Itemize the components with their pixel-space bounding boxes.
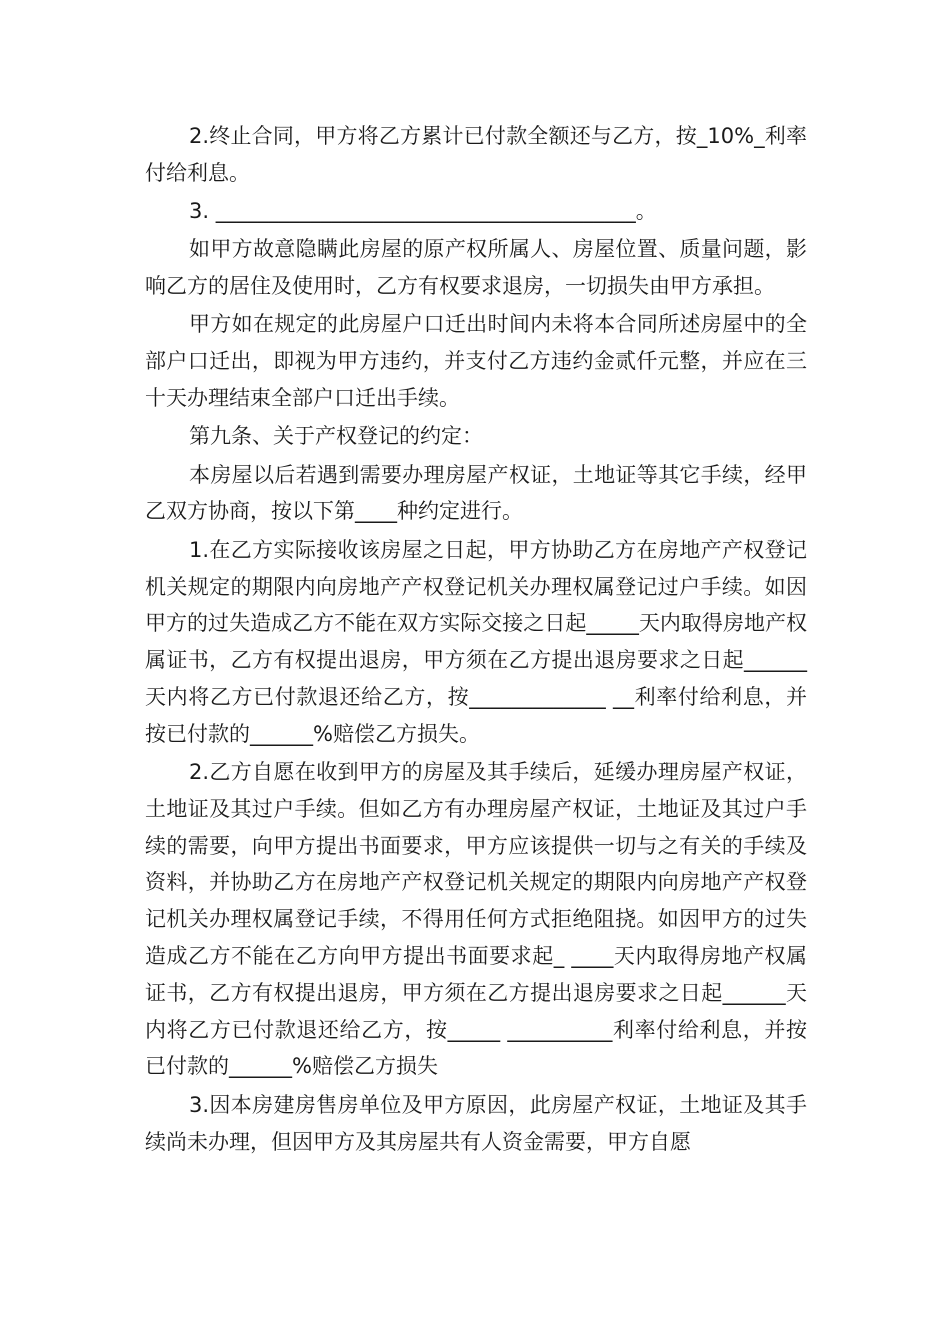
paragraph-option-3: 3.因本房建房售房单位及甲方原因，此房屋产权证，土地证及其手续尚未办理，但因甲方及其房屋共有人资金需要，甲方自愿 — [145, 1092, 807, 1154]
paragraph-property-certificate: 本房屋以后若遇到需要办理房屋产权证，土地证等其它手续，经甲乙双方协商，按以下第____种约定进行。 — [145, 462, 807, 524]
paragraph-item-3-blank: 3. ________________________________________。 — [189, 199, 657, 224]
paragraph-option-1: 1.在乙方实际接收该房屋之日起，甲方协助乙方在房地产产权登记机关规定的期限内向房地产产权登记机关办理权属登记过户手续。如因甲方的过失造成乙方不能在双方实际交接之日起_____天内取得房地产权属证书，乙方有权提出退房，甲方须在乙方提出退房要求之日起______天内将乙方已付款退还给乙方，按_____________ __利率付给利息，并按已付款的______%赔偿乙方损失。 — [145, 537, 807, 746]
document-page — [145, 118, 807, 1160]
paragraph-household-registration: 甲方如在规定的此房屋户口迁出时间内未将本合同所述房屋中的全部户口迁出，即视为甲方违约，并支付乙方违约金贰仟元整，并应在三十天办理结束全部户口迁出手续。 — [145, 312, 807, 411]
section-heading-article-9: 第九条、关于产权登记的约定： — [189, 424, 483, 449]
paragraph-terminate-contract: 2.终止合同，甲方将乙方累计已付款全额还与乙方，按_10%_利率付给利息。 — [145, 124, 807, 185]
paragraph-option-2: 2.乙方自愿在收到甲方的房屋及其手续后，延缓办理房屋产权证，土地证及其过户手续。但如乙方有办理房屋产权证，土地证及其过户手续的需要，向甲方提出书面要求，甲方应该提供一切与之有关的手续及资料，并协助乙方在房地产产权登记机关规定的期限内向房地产产权登记机关办理权属登记手续，不得用任何方式拒绝阻挠。如因甲方的过失造成乙方不能在乙方向甲方提出书面要求起_ ____天内取得房地产权属证书，乙方有权提出退房，甲方须在乙方提出退房要求之日起______天内将乙方已付款退还给乙方，按_____ __________利率付给利息，并按已付款的______%赔偿乙方损失 — [145, 760, 807, 1079]
paragraph-concealment-clause: 如甲方故意隐瞒此房屋的原产权所属人、房屋位置、质量问题，影响乙方的居住及使用时，乙方有权要求退房，一切损失由甲方承担。 — [145, 237, 807, 299]
